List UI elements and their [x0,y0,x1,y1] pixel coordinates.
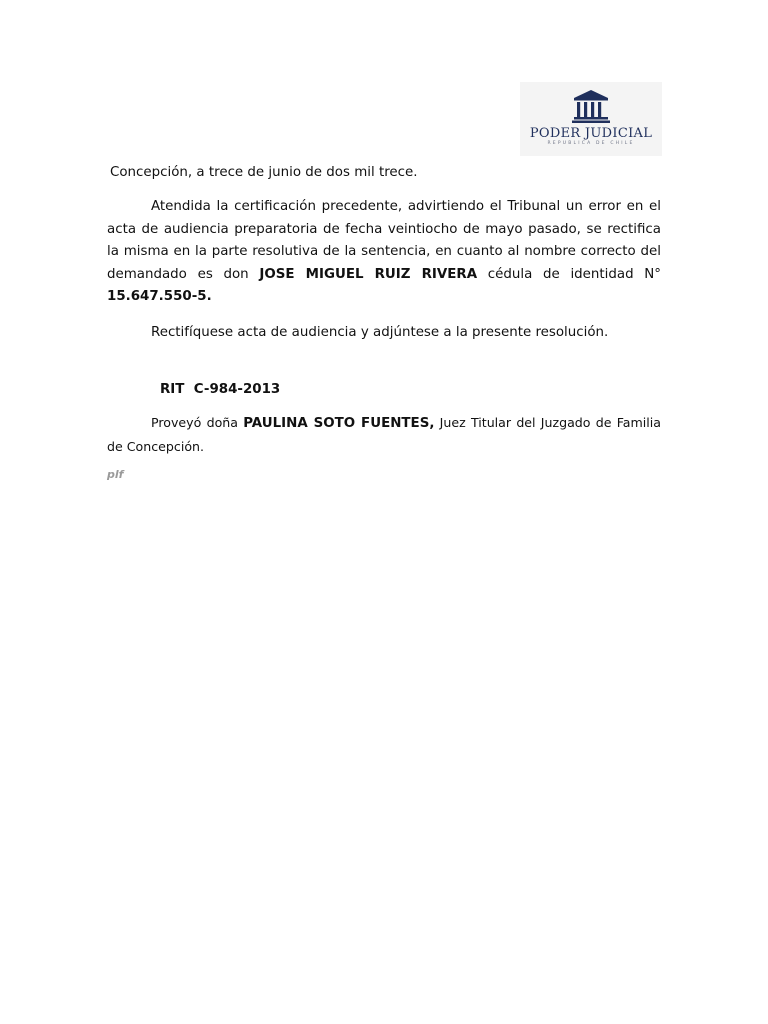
id-number: 15.647.550-5. [107,289,212,304]
logo-title: PODER JUDICIAL [529,126,653,141]
logo-subtitle: REPUBLICA DE CHILE [547,141,635,146]
date-line: Concepción, a trece de junio de dos mil trece. [110,165,418,180]
paragraph-rectification [107,196,661,309]
document-body [107,0,661,1024]
paragraph-signature [107,412,661,459]
judge-name: PAULINA SOTO FUENTES, [243,416,435,431]
paragraph-text: Proveyó doña [151,415,244,430]
paragraph-order: Rectifíquese acta de audiencia y adjúntese a la presente resolución. [151,325,609,340]
case-number: RIT C-984-2013 [160,382,281,397]
paragraph-text: Atendida la certificación precedente, advirtiendo el Tribunal un error en el acta de audiencia preparatoria de fecha veintiocho de mayo pasado, se rectifica la misma en la parte resolutiva de la sentencia, en cuanto al nombre correcto del demandado es don [107,199,661,282]
clerk-initials: plf [107,468,124,481]
defendant-name: JOSE MIGUEL RUIZ RIVERA [259,266,478,282]
paragraph-text: Juez Titular del Juzgado de Familia de Concepción. [107,415,662,454]
paragraph-text: cédula de identidad N° [477,266,661,282]
